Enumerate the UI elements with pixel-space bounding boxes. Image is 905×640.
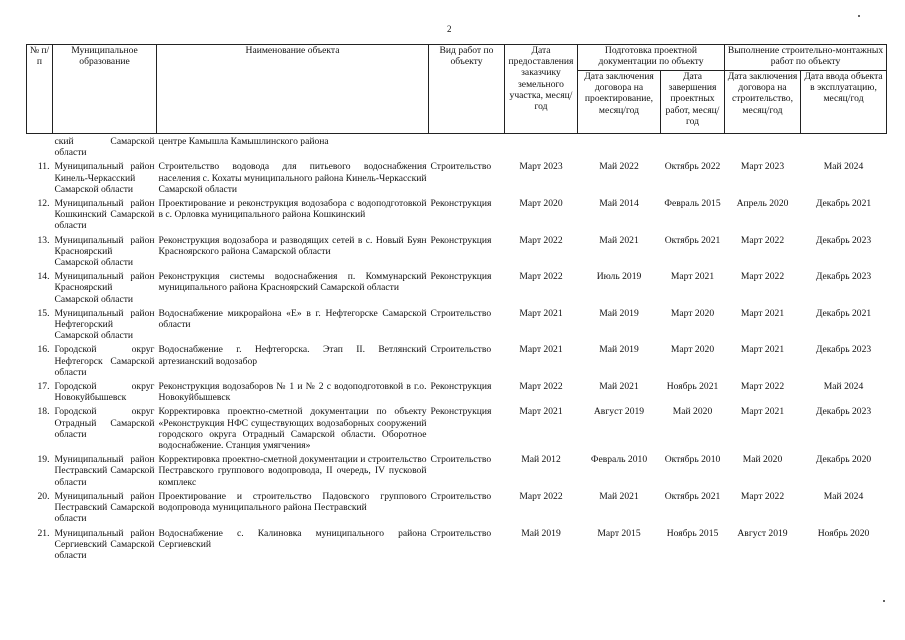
table-row	[27, 195, 887, 232]
header-build-done: Дата ввода объекта в эксплуатацию, месяц/год	[801, 70, 887, 133]
cell-build-contract: Март 2021	[740, 307, 785, 319]
cell-design-done: Ноябрь 2021	[666, 381, 719, 393]
cell-object: Корректировка проектно-сметной документации и строительство Пестравского группового водопровода, II очередь, IV пусковой комплекс	[158, 454, 427, 488]
cell-municipality: Городской округ Новокуйбышевск	[54, 381, 155, 404]
cell-build-contract: Апрель 2020	[736, 198, 789, 210]
header-num: № п/п	[27, 45, 53, 134]
cell-land-date: Март 2022	[519, 234, 563, 246]
cell-land-date: Март 2022	[519, 271, 563, 283]
cell-build-done: Декабрь 2023	[815, 271, 872, 283]
cell-design-contract: Май 2021	[599, 381, 639, 393]
cell-municipality: Муниципальный район Красноярский Самарской области	[54, 234, 155, 269]
cell-municipality: Муниципальный район Пестравский Самарской области	[54, 490, 155, 525]
cell-land-date: Март 2021	[519, 307, 563, 319]
cell-build-contract: Март 2021	[740, 406, 785, 418]
cell-design-contract: Март 2015	[597, 527, 641, 539]
cell-design-done: Октябрь 2021	[664, 490, 721, 502]
cell-design-done	[661, 134, 725, 159]
cell-design-done: Март 2020	[670, 307, 715, 319]
cell-num: 15.	[37, 307, 50, 319]
cell-design-done: Октябрь 2021	[664, 234, 721, 246]
header-municipality: Муниципальное образование	[53, 45, 157, 134]
cell-object: Проектирование и строительство Падовского группового водопровода муниципального района Пестравский	[158, 490, 427, 514]
cell-num: 13.	[37, 234, 50, 246]
cell-build-contract: Март 2021	[740, 344, 785, 356]
cell-design-contract	[578, 134, 661, 159]
cell-build-done: Ноябрь 2020	[817, 527, 870, 539]
cell-design-done: Ноябрь 2015	[666, 527, 719, 539]
cell-build-done: Май 2024	[823, 161, 864, 173]
cell-work-type: Реконструкция	[430, 381, 492, 393]
table-row	[27, 341, 887, 378]
header-design-done: Дата завершения проектных работ, месяц/год	[661, 70, 725, 133]
cell-design-done: Май 2020	[672, 406, 713, 418]
cell-build-contract: Март 2022	[740, 381, 785, 393]
cell-build-done: Декабрь 2020	[815, 454, 872, 466]
cell-build-done: Декабрь 2023	[815, 344, 872, 356]
cell-num: 18.	[37, 406, 50, 418]
header-build-contract: Дата заключения договора на строительство, месяц/год	[725, 70, 801, 133]
cell-municipality: Городской округ Отрадный Самарской области	[54, 406, 155, 440]
cell-work-type: Строительство	[430, 344, 492, 356]
cell-design-contract: Май 2014	[599, 198, 639, 210]
cell-design-contract: Май 2022	[599, 161, 639, 173]
cell-land-date: Март 2021	[519, 406, 563, 418]
cell-object: Реконструкция системы водоснабжения п. Коммунарский муниципального района Красноярский Самарской области	[158, 271, 427, 294]
cell-num: 19.	[37, 454, 50, 466]
header-build-group: Выполнение строительно-монтажных работ по объекту	[725, 45, 887, 71]
cell-build-done: Декабрь 2021	[815, 307, 872, 319]
cell-land-date: Май 2012	[521, 454, 561, 466]
table-row	[27, 305, 887, 342]
cell-build-contract	[725, 134, 801, 159]
cell-num: 20.	[37, 490, 50, 502]
cell-object: Водоснабжение г. Нефтегорска. Этап II. Ветлянский артезианский водозабор	[158, 344, 427, 367]
cell-build-done: Май 2024	[823, 490, 864, 502]
cell-work-type: Реконструкция	[430, 234, 492, 246]
cell-object: центре Камышла Камышлинского района	[158, 136, 329, 147]
cell-design-contract: Июль 2019	[596, 271, 642, 283]
table-row	[27, 232, 887, 269]
cell-work-type: Реконструкция	[430, 198, 492, 210]
cell-design-done: Октябрь 2022	[664, 161, 721, 173]
cell-object: Реконструкция водозабора и разводящих сетей в с. Новый Буян Красноярского района Самарской области	[158, 234, 427, 257]
cell-build-contract: Март 2022	[740, 490, 785, 502]
cell-num: 21.	[37, 527, 50, 539]
cell-design-done: Март 2021	[670, 271, 715, 283]
header-work-type: Вид работ по объекту	[429, 45, 505, 134]
cell-num: 12.	[37, 198, 50, 210]
cell-design-contract: Май 2019	[599, 307, 639, 319]
cell-build-done	[801, 134, 887, 159]
cell-land-date: Март 2020	[519, 198, 563, 210]
cell-municipality: Муниципальный район Сергиевский Самарской области	[54, 527, 155, 561]
cell-municipality: Муниципальный район Пестравский Самарской области	[54, 454, 155, 488]
header-land-date: Дата предоставления заказчику земельного участка, месяц/год	[505, 45, 578, 134]
cell-build-contract: Март 2023	[740, 161, 785, 173]
cell-land-date: Март 2021	[519, 344, 563, 356]
cell-design-contract: Август 2019	[593, 406, 645, 418]
cell-num: 16.	[37, 344, 50, 356]
cell-build-contract: Март 2022	[740, 271, 785, 283]
cell-work-type	[429, 134, 505, 159]
cell-land-date: Март 2022	[519, 490, 563, 502]
cell-object: Корректировка проектно-сметной документации по объекту «Реконструкция НФС существующих водозаборных сооружений городского округа Отрадный Самарской области. Оборотное водоснабжение. Станция умягчения»	[158, 406, 427, 452]
cell-land-date: Март 2023	[519, 161, 563, 173]
cell-design-contract: Май 2019	[599, 344, 639, 356]
header-design-group: Подготовка проектной документации по объекту	[578, 45, 725, 71]
table-row	[27, 378, 887, 403]
cell-work-type: Строительство	[430, 490, 492, 502]
cell-design-done: Март 2020	[670, 344, 715, 356]
cell-build-contract: Март 2022	[740, 234, 785, 246]
page-number: 2	[447, 24, 452, 34]
cell-num: 11.	[37, 161, 50, 173]
cell-num	[27, 134, 53, 159]
cell-build-done: Декабрь 2023	[815, 234, 872, 246]
cell-municipality: ский Самарской области	[54, 136, 155, 159]
cell-municipality: Муниципальный район Нефтегорский Самарской области	[54, 307, 155, 342]
header-object: Наименование объекта	[157, 45, 429, 134]
table-row	[27, 525, 887, 562]
cell-design-done: Февраль 2015	[664, 198, 721, 210]
cell-num: 14.	[37, 271, 50, 283]
table-row	[27, 268, 887, 305]
cell-design-done: Октябрь 2010	[664, 454, 721, 466]
cell-num: 17.	[37, 381, 50, 393]
cell-land-date: Март 2022	[519, 381, 563, 393]
table-row	[27, 403, 887, 451]
cell-municipality: Муниципальный район Кинель-Черкасский Самарской области	[54, 161, 155, 195]
table-row-continuation	[27, 134, 887, 159]
cell-object: Водоснабжение микрорайона «Е» в г. Нефтегорске Самарской области	[158, 307, 427, 331]
cell-design-contract: Февраль 2010	[590, 454, 648, 466]
cell-work-type: Реконструкция	[430, 271, 492, 283]
cell-object: Строительство водовода для питьевого водоснабжения населения с. Кохаты муниципального района Кинель-Черкасский Самарской области	[158, 161, 427, 195]
cell-object: Реконструкция водозаборов № 1 и № 2 с водоподготовкой в г.о. Новокуйбышевск	[158, 381, 427, 404]
header-design-contract: Дата заключения договора на проектирование, месяц/год	[578, 70, 661, 133]
cell-municipality: Муниципальный район Кошкинский Самарской области	[54, 198, 155, 232]
cell-build-done: Декабрь 2023	[815, 406, 872, 418]
table-row	[27, 488, 887, 525]
cell-object: Проектирование и реконструкция водозабора с водоподготовкой в с. Орловка муниципального района Кошкинский	[158, 198, 427, 221]
cell-build-done: Май 2024	[823, 381, 864, 393]
scan-speck	[858, 15, 860, 17]
cell-work-type: Строительство	[430, 307, 492, 319]
scan-speck	[883, 600, 885, 602]
objects-table	[26, 44, 887, 561]
cell-work-type: Строительство	[430, 161, 492, 173]
cell-build-done: Декабрь 2021	[815, 198, 872, 210]
cell-object: Водоснабжение с. Калиновка муниципального района Сергиевский	[158, 527, 427, 550]
cell-work-type: Строительство	[430, 527, 492, 539]
cell-land-date: Май 2019	[521, 527, 561, 539]
table-row	[27, 158, 887, 195]
cell-work-type: Реконструкция	[430, 406, 492, 418]
cell-build-contract: Май 2020	[742, 454, 783, 466]
cell-municipality: Городской округ Нефтегорск Самарской области	[54, 344, 155, 378]
cell-land-date	[505, 134, 578, 159]
cell-design-contract: Май 2021	[599, 234, 639, 246]
cell-design-contract: Май 2021	[599, 490, 639, 502]
cell-work-type: Строительство	[430, 454, 492, 466]
cell-municipality: Муниципальный район Красноярский Самарской области	[54, 271, 155, 305]
cell-build-contract: Август 2019	[737, 527, 788, 539]
table-row	[27, 451, 887, 488]
